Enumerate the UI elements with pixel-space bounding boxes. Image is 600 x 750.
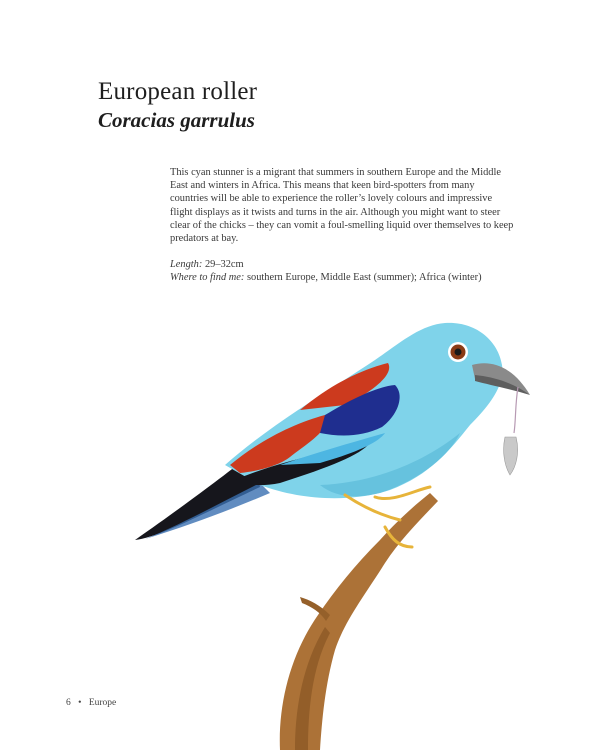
where-value: southern Europe, Middle East (summer); Africa (winter) [246,272,482,284]
eye-pupil [455,349,462,356]
page-number: 6 [66,698,71,708]
prey [504,437,518,475]
length-label: Length: [170,259,203,270]
roller-illustration [130,315,540,750]
length-value: 29–32cm [204,259,244,270]
latin-name: Coracias garrulus [98,108,255,132]
prey-string [514,387,518,433]
description-paragraph: This cyan stunner is a migrant that summers in southern Europe and the Middle East and winters in Africa. This means that keen bird-spotters from many countries will be able to experience the roller’s lovely colours and impressive flight displays as it twists and turns in the air. Although you might want to steer clear of the chicks – they can vomit a foul-smelling liquid over themselves to keep predators at bay. [170,167,514,245]
footer-bullet: • [78,698,82,708]
where-label: Where to find me: [170,272,245,284]
length-fact [170,258,515,271]
section-name: Europe [88,698,117,708]
facts-block [170,258,515,284]
page-footer [66,698,116,708]
where-fact [170,271,515,284]
page-title: European roller [98,78,258,105]
